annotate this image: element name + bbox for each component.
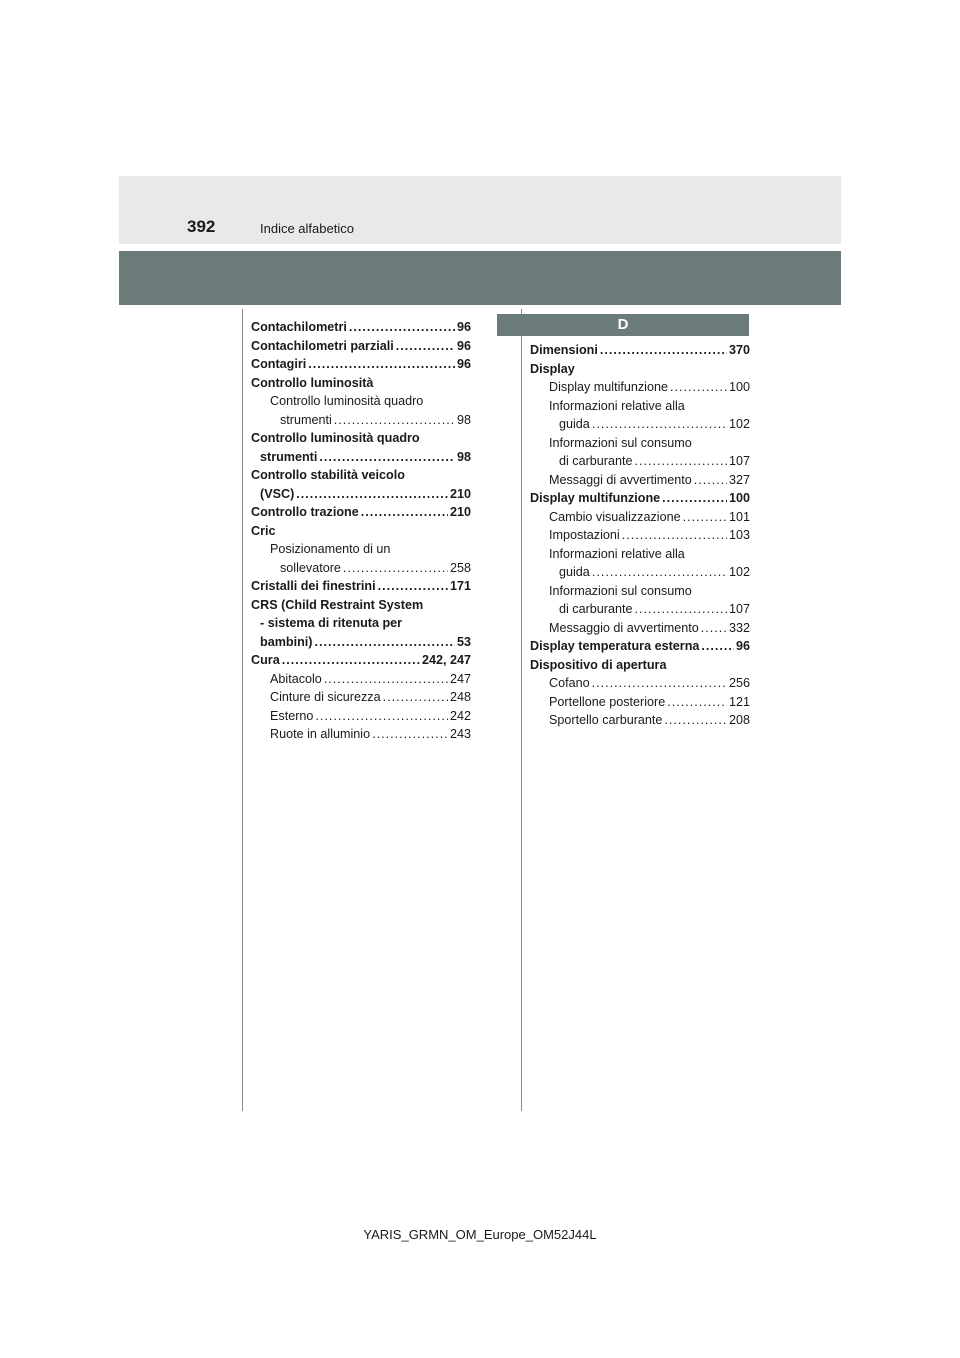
index-entry-page: 256 — [728, 676, 750, 690]
index-entry-page: 102 — [728, 565, 750, 579]
dot-leader — [349, 318, 455, 337]
index-entry-text: guida — [559, 565, 590, 579]
index-entry-page: 53 — [456, 634, 471, 649]
section-letter-header: D — [497, 314, 749, 336]
index-entry — [251, 448, 471, 467]
dot-leader — [334, 411, 455, 430]
index-entry-text: Abitacolo — [270, 671, 322, 686]
index-entry-text: Cura — [251, 653, 280, 667]
index-entry — [530, 471, 750, 490]
index-entry — [530, 378, 750, 397]
index-entry — [530, 619, 750, 638]
dot-leader — [592, 674, 727, 693]
index-entry — [251, 577, 471, 596]
dot-leader — [361, 503, 448, 522]
index-entry — [251, 688, 471, 707]
index-entry-page: 96 — [456, 320, 471, 334]
index-entry-page: 332 — [728, 620, 750, 635]
index-entry — [251, 503, 471, 522]
index-entry-page: 103 — [728, 528, 750, 542]
index-entry: Controllo luminosità quadro — [270, 394, 424, 408]
document-code-footer: YARIS_GRMN_OM_Europe_OM52J44L — [363, 1227, 597, 1242]
index-entry-text: Controllo trazione — [251, 505, 359, 519]
index-entry — [530, 674, 750, 693]
section-title: Indice alfabetico — [260, 221, 354, 236]
index-entry-page: 107 — [728, 454, 750, 468]
index-entry-page: 98 — [456, 449, 471, 464]
index-entry: Informazioni sul consumo — [549, 583, 692, 598]
index-entry — [251, 707, 471, 726]
dot-leader — [667, 693, 727, 712]
index-column-left — [251, 318, 471, 744]
index-entry-text: Sportello carburante — [549, 713, 663, 727]
middle-column-rule — [521, 309, 522, 1111]
dot-leader — [378, 577, 448, 596]
index-entry-page: 258 — [449, 560, 471, 575]
dot-leader — [296, 485, 448, 504]
index-entry — [530, 637, 750, 656]
index-entry-page: 370 — [728, 343, 750, 357]
index-entry-page: 100 — [728, 380, 750, 394]
index-entry — [530, 341, 750, 360]
index-entry-text: (VSC) — [260, 486, 295, 501]
index-entry-text: Display multifunzione — [549, 380, 668, 394]
index-entry-text: sollevatore — [280, 560, 341, 575]
index-entry-page: 171 — [449, 579, 471, 593]
dot-leader — [701, 637, 734, 656]
dot-leader — [343, 559, 448, 578]
dot-leader — [622, 526, 727, 545]
index-entry: Informazioni relative alla — [549, 546, 685, 561]
index-entry-text: Impostazioni — [549, 528, 620, 542]
dot-leader — [694, 471, 727, 490]
index-entry-page: 100 — [728, 491, 750, 505]
index-entry-text: Cambio visualizzazione — [549, 509, 681, 524]
index-entry: Cric — [251, 523, 276, 538]
index-entry — [530, 711, 750, 730]
page-number: 392 — [187, 217, 216, 236]
index-entry — [530, 600, 750, 619]
index-entry-page: 327 — [728, 472, 750, 487]
dot-leader — [282, 651, 420, 670]
dot-leader — [635, 452, 727, 471]
index-entry-text: Contachilometri parziali — [251, 338, 394, 353]
index-entry — [251, 725, 471, 744]
index-entry-text: Display multifunzione — [530, 491, 661, 505]
dot-leader — [372, 725, 448, 744]
index-entry-text: Portellone posteriore — [549, 694, 666, 709]
index-entry-page: 107 — [728, 602, 750, 616]
dot-leader — [383, 688, 448, 707]
index-entry-page: 247 — [449, 671, 471, 686]
dot-leader — [319, 448, 455, 467]
index-entry-page: 242, 247 — [421, 653, 471, 667]
index-entry — [251, 355, 471, 374]
index-entry: Display — [530, 361, 575, 376]
index-entry: Dispositivo di apertura — [530, 657, 667, 672]
dot-leader — [314, 633, 455, 652]
dot-leader — [592, 563, 727, 582]
index-entry-page: 210 — [449, 505, 471, 519]
index-entry-page: 210 — [449, 486, 471, 501]
index-entry-page: 98 — [456, 412, 471, 427]
index-entry-text: Display temperatura esterna — [530, 639, 700, 653]
index-entry-text: Esterno — [270, 708, 314, 723]
index-entry — [251, 318, 471, 337]
index-entry — [530, 526, 750, 545]
index-column-right — [530, 341, 750, 730]
dot-leader — [701, 619, 727, 638]
index-entry-text: Contagiri — [251, 357, 307, 371]
index-entry — [530, 415, 750, 434]
dot-leader — [396, 337, 455, 356]
index-entry: - sistema di ritenuta per — [260, 616, 403, 630]
index-entry — [530, 693, 750, 712]
dot-leader — [308, 355, 455, 374]
index-entry-page: 248 — [449, 690, 471, 704]
index-entry-page: 102 — [728, 417, 750, 431]
index-entry-text: strumenti — [260, 449, 318, 464]
header-band — [119, 176, 841, 244]
index-entry — [251, 633, 471, 652]
index-entry: Informazioni relative alla — [549, 398, 685, 413]
dot-leader — [635, 600, 727, 619]
index-entry-text: strumenti — [280, 412, 332, 427]
index-entry-page: 96 — [456, 357, 471, 371]
index-entry — [530, 489, 750, 508]
index-entry: CRS (Child Restraint System — [251, 597, 424, 612]
dot-leader — [315, 707, 448, 726]
index-entry — [530, 508, 750, 527]
index-entry-text: Contachilometri — [251, 320, 347, 334]
left-column-rule — [242, 309, 243, 1111]
index-entry-text: Cofano — [549, 676, 590, 690]
index-entry-text: Ruote in alluminio — [270, 727, 371, 741]
dot-leader — [592, 415, 727, 434]
index-entry — [251, 337, 471, 356]
index-entry: Controllo luminosità quadro — [251, 431, 420, 445]
dot-leader — [683, 508, 727, 527]
index-entry: Posizionamento di un — [270, 542, 391, 556]
dot-leader — [664, 711, 727, 730]
index-entry-text: Cristalli dei finestrini — [251, 579, 376, 593]
index-entry — [251, 670, 471, 689]
index-entry-page: 121 — [728, 694, 750, 709]
index-entry-page: 242 — [449, 708, 471, 723]
dot-leader — [600, 341, 727, 360]
index-entry — [530, 563, 750, 582]
index-entry-text: Cinture di sicurezza — [270, 690, 381, 704]
index-entry — [251, 559, 471, 578]
index-entry-page: 96 — [456, 338, 471, 353]
index-entry: Informazioni sul consumo — [549, 435, 692, 450]
index-entry-text: di carburante — [559, 602, 633, 616]
index-entry — [251, 411, 471, 430]
index-entry-page: 101 — [728, 509, 750, 524]
index-entry-page: 96 — [735, 639, 750, 653]
index-entry-page: 243 — [449, 727, 471, 741]
index-entry-text: di carburante — [559, 454, 633, 468]
index-entry-page: 208 — [728, 713, 750, 727]
dot-leader — [662, 489, 727, 508]
header-dark-band — [119, 251, 841, 305]
index-entry-text: bambini) — [260, 634, 313, 649]
index-entry-text: Messaggio di avvertimento — [549, 620, 699, 635]
dot-leader — [670, 378, 727, 397]
index-entry — [251, 485, 471, 504]
index-entry-text: Messaggi di avvertimento — [549, 472, 692, 487]
index-entry-text: guida — [559, 417, 590, 431]
index-entry — [251, 651, 471, 670]
dot-leader — [324, 670, 448, 689]
index-entry: Controllo stabilità veicolo — [251, 468, 405, 482]
index-entry — [530, 452, 750, 471]
index-entry: Controllo luminosità — [251, 375, 374, 390]
index-entry-text: Dimensioni — [530, 343, 598, 357]
